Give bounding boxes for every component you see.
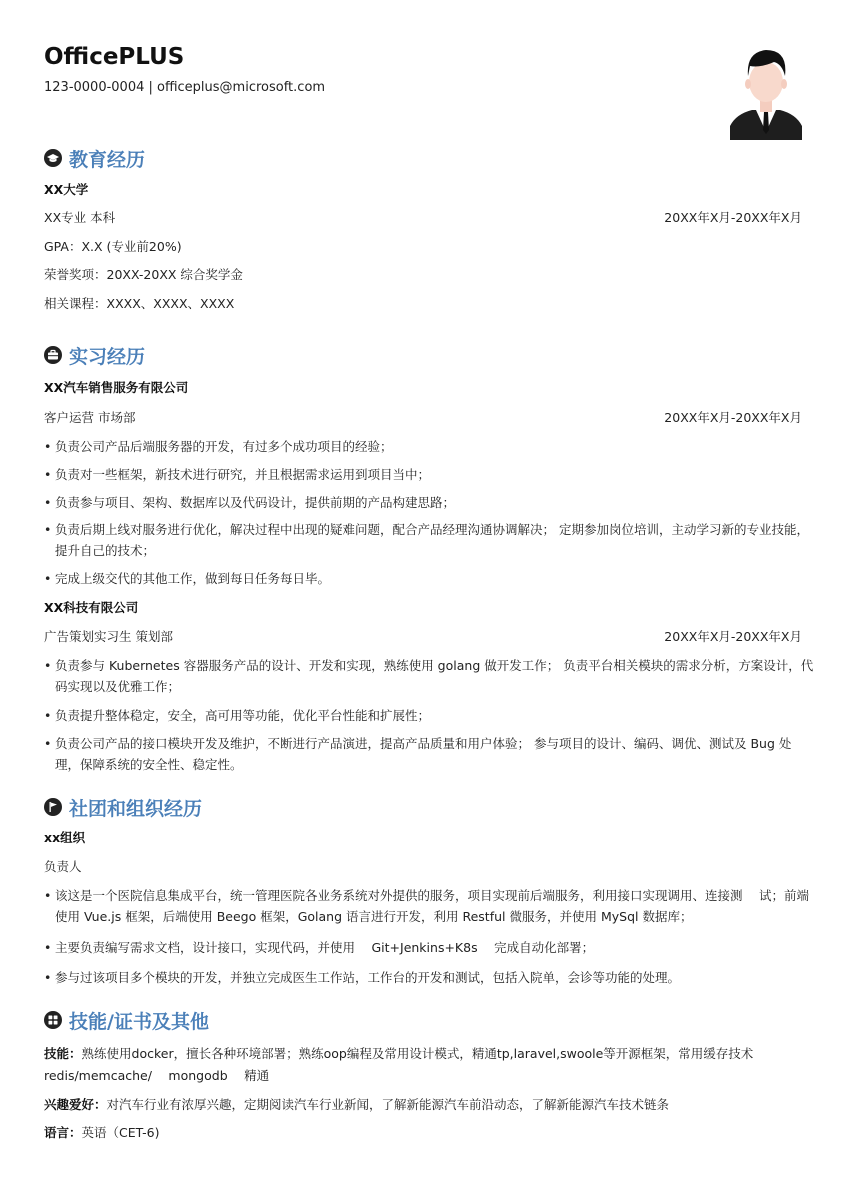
- company-name: XX科技有限公司: [44, 600, 139, 615]
- education-gpa: GPA：X.X (专业前20%): [44, 239, 182, 254]
- education-date: 20XX年X月-20XX年X月: [664, 210, 802, 225]
- club-section-header: [44, 794, 202, 820]
- hobby-line: [44, 1097, 669, 1113]
- graduation-cap-icon: [44, 149, 62, 167]
- skills-key: 技能：: [44, 1046, 82, 1061]
- education-major: XX专业 本科: [44, 210, 116, 225]
- skills-line: [44, 1046, 753, 1062]
- briefcase-icon: [44, 346, 62, 364]
- hobby-value: 对汽车行业有浓厚兴趣，定期阅读汽车行业新闻，了解新能源汽车前沿动态，了解新能源汽车技术链条: [106, 1097, 670, 1112]
- org-role: 负责人: [44, 859, 82, 874]
- org-name: xx组织: [44, 830, 86, 845]
- club-bullet: • 主要负责编写需求文档，设计接口，实现代码，并使用 Git+Jenkins+K8s 完成自动化部署；: [44, 937, 814, 958]
- language-value: 英语（CET-6): [81, 1125, 160, 1140]
- club-title: 社团和组织经历: [69, 797, 203, 820]
- grid-icon: [44, 1011, 62, 1029]
- job-bullet: • 负责公司产品的接口模块开发及维护，不断进行产品演进，提高产品质量和用户体验； 参与项目的设计、编码、调优、测试及 Bug 处理，保障系统的安全性、稳定性。: [44, 733, 814, 775]
- contact-info: 123-0000-0004 | officeplus@microsoft.com: [44, 80, 326, 95]
- company-name: XX汽车销售服务有限公司: [44, 380, 189, 395]
- skills-line-2: redis/memcache/ mongodb 精通: [44, 1068, 270, 1083]
- job-bullet: • 负责对一些框架，新技术进行研究，并且根据需求运用到项目当中；: [44, 464, 814, 485]
- skills-value: 熟练使用docker，擅长各种环境部署；熟练oop编程及常用设计模式，精通tp,laravel,swoole等开源框架，常用缓存技术: [81, 1046, 754, 1061]
- skills-title: 技能/证书及其他: [69, 1010, 209, 1033]
- education-honor: 荣誉奖项：20XX-20XX 综合奖学金: [44, 267, 243, 282]
- education-section-header: [44, 145, 145, 171]
- flag-icon: [44, 798, 62, 816]
- resume-name: OfficePLUS: [44, 44, 185, 70]
- language-key: 语言：: [44, 1125, 82, 1140]
- job-bullet: • 完成上级交代的其他工作，做到每日任务每日毕。: [44, 568, 814, 589]
- job-role: 广告策划实习生 策划部: [44, 629, 173, 644]
- education-title: 教育经历: [69, 148, 146, 171]
- club-bullet: • 该这是一个医院信息集成平台，统一管理医院各业务系统对外提供的服务，项目实现前后端服务，利用接口实现调用、连接测 试；前端使用 Vue.js 框架，后端使用 Beego 框架，Golang 语言进行开发，利用 Restful 微服务，并使用 MySql 数据库；: [44, 885, 814, 927]
- job-bullet: • 负责后期上线对服务进行优化，解决过程中出现的疑难问题，配合产品经理沟通协调解决； 定期参加岗位培训，主动学习新的专业技能，提升自己的技术；: [44, 519, 814, 561]
- job-bullet: • 负责参与项目、架构、数据库以及代码设计，提供前期的产品构建思路；: [44, 492, 814, 513]
- internship-title: 实习经历: [69, 345, 146, 368]
- job-date: 20XX年X月-20XX年X月: [664, 629, 802, 644]
- job-bullet: • 负责参与 Kubernetes 容器服务产品的设计、开发和实现，熟练使用 golang 做开发工作； 负责平台相关模块的需求分析，方案设计，代码实现以及优雅工作；: [44, 655, 814, 697]
- school-name: XX大学: [44, 182, 89, 197]
- job-bullet: • 负责提升整体稳定，安全，高可用等功能，优化平台性能和扩展性；: [44, 705, 814, 726]
- club-bullet: • 参与过该项目多个模块的开发，并独立完成医生工作站，工作台的开发和测试，包括入院单，会诊等功能的处理。: [44, 967, 814, 988]
- skills-section-header: [44, 1007, 209, 1033]
- avatar: [730, 44, 802, 140]
- job-bullet: • 负责公司产品后端服务器的开发，有过多个成功项目的经验；: [44, 436, 814, 457]
- hobby-key: 兴趣爱好：: [44, 1097, 107, 1112]
- internship-section-header: [44, 342, 145, 368]
- education-courses: 相关课程：XXXX、XXXX、XXXX: [44, 296, 235, 311]
- language-line: [44, 1125, 159, 1141]
- job-date: 20XX年X月-20XX年X月: [664, 410, 802, 425]
- job-role: 客户运营 市场部: [44, 410, 136, 425]
